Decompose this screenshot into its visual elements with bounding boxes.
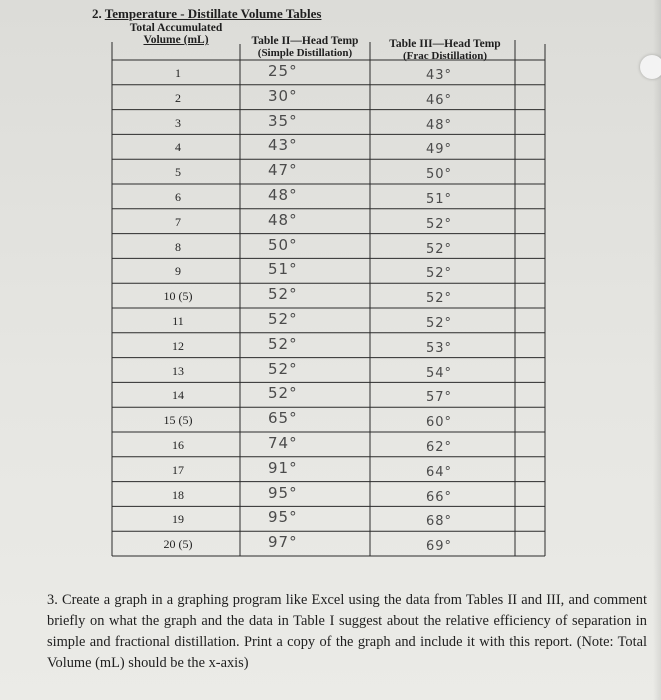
cell-volume: 14	[172, 388, 184, 403]
cell-volume: 8	[175, 239, 181, 254]
cell-simple-temp: 95°	[268, 508, 298, 527]
column-header-frac-line2: (Frac Distillation)	[402, 50, 487, 62]
cell-volume: 19	[172, 512, 184, 527]
cell-volume: 17	[172, 462, 184, 477]
cell-volume: 4	[175, 140, 181, 155]
cell-volume: 5	[175, 165, 181, 180]
column-header-simple-line2: (Simple Distillation)	[257, 47, 353, 59]
cell-volume: 18	[172, 487, 184, 502]
cell-frac-temp: 53°	[426, 340, 453, 356]
cell-frac-temp: 54°	[426, 365, 453, 381]
cell-frac-temp: 51°	[426, 192, 453, 207]
table-row-lines	[112, 60, 545, 556]
cell-frac-temp: 52°	[426, 266, 453, 282]
cell-frac-temp: 69°	[426, 539, 453, 555]
column-header-volume-line2: Volume (mL)	[143, 34, 209, 46]
cell-simple-temp: 51°	[268, 260, 298, 279]
cell-simple-temp: 30°	[268, 86, 298, 105]
cell-frac-temp: 49°	[426, 142, 453, 158]
cell-frac-temp: 43°	[426, 68, 453, 83]
cell-frac-temp: 52°	[426, 316, 453, 331]
cell-simple-temp: 48°	[268, 210, 298, 229]
column-header-volume-line1: Total Accumulated	[129, 22, 223, 34]
cell-simple-temp: 52°	[268, 310, 298, 328]
cell-volume: 15 (5)	[163, 413, 193, 428]
cell-volume: 7	[175, 214, 181, 229]
cell-volume: 6	[175, 190, 181, 204]
cell-volume: 2	[175, 90, 181, 105]
cell-volume: 1	[175, 66, 181, 80]
cell-frac-temp: 66°	[426, 489, 453, 505]
cell-frac-temp: 57°	[426, 390, 453, 406]
cell-volume: 12	[172, 338, 184, 353]
cell-simple-temp: 47°	[268, 161, 298, 180]
column-header-frac-line1: Table III—Head Temp	[389, 38, 501, 50]
cell-simple-temp: 95°	[268, 483, 298, 502]
cell-simple-temp: 91°	[268, 458, 298, 477]
cell-frac-temp: 52°	[426, 241, 453, 257]
cell-volume: 11	[172, 314, 184, 328]
cell-volume: 20 (5)	[163, 537, 193, 552]
cell-simple-temp: 25°	[268, 62, 298, 80]
cell-simple-temp: 48°	[268, 186, 298, 204]
cell-simple-temp: 35°	[268, 111, 298, 130]
cell-simple-temp: 52°	[268, 384, 298, 403]
column-header-simple-line1: Table II—Head Temp	[251, 35, 359, 47]
cell-frac-temp: 52°	[426, 291, 453, 307]
cell-frac-temp: 62°	[426, 440, 453, 455]
cell-simple-temp: 65°	[268, 409, 298, 428]
cell-simple-temp: 52°	[268, 359, 298, 378]
cell-simple-temp: 74°	[268, 434, 298, 452]
cell-frac-temp: 50°	[426, 167, 453, 183]
question-3-text: 3. Create a graph in a graphing program like Excel using the data from Tables II and III, and comment briefly on what the graph and the data in Table I suggest about the relative efficiency of separation in simple and fractional distillation. Print a copy of the graph and include it with this report. (Note: Total Volume (mL) should be the x-axis)	[47, 592, 647, 671]
cell-volume: 10 (5)	[163, 289, 193, 304]
cell-simple-temp: 97°	[268, 533, 298, 552]
cell-volume: 13	[172, 363, 184, 378]
cell-frac-temp: 46°	[426, 92, 453, 108]
section-number: 2.	[92, 6, 102, 21]
cell-simple-temp: 52°	[268, 334, 298, 353]
cell-frac-temp: 68°	[426, 514, 453, 530]
cell-volume: 16	[172, 438, 184, 452]
cell-frac-temp: 48°	[426, 117, 453, 133]
cell-frac-temp: 64°	[426, 464, 453, 480]
cell-simple-temp: 52°	[268, 285, 298, 304]
cell-simple-temp: 50°	[268, 235, 298, 254]
section-title: Temperature - Distillate Volume Tables	[104, 6, 322, 21]
cell-simple-temp: 43°	[268, 136, 298, 155]
cell-volume: 3	[175, 115, 181, 130]
cell-volume: 9	[175, 264, 181, 279]
cell-frac-temp: 52°	[426, 216, 453, 232]
cell-frac-temp: 60°	[426, 415, 453, 431]
